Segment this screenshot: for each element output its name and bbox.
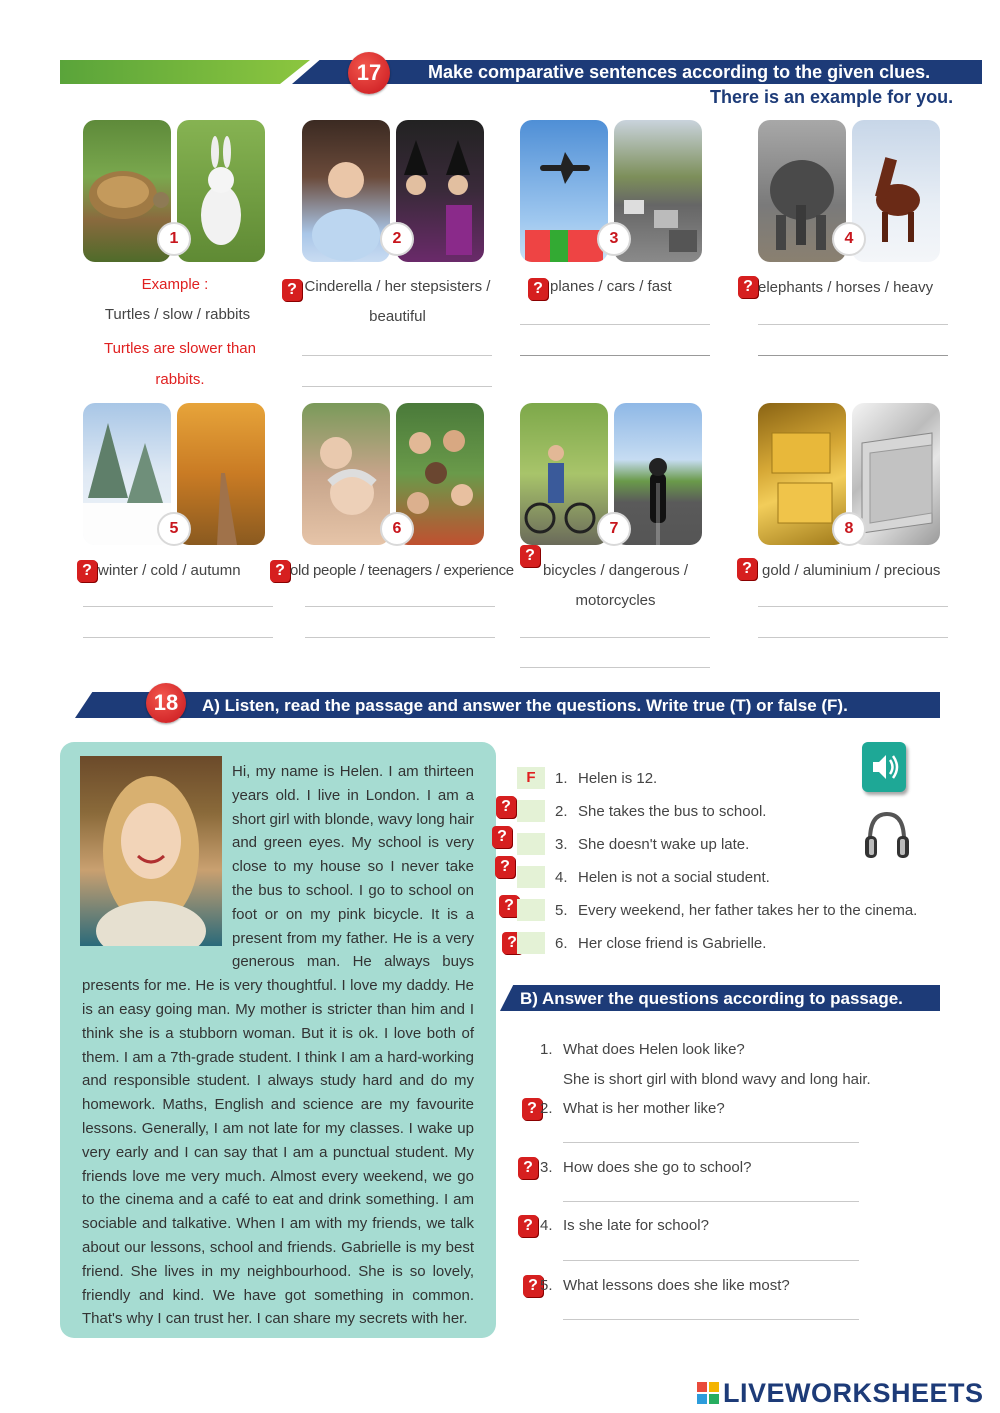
item-number-3: 3 <box>597 222 631 256</box>
question-number: 1. <box>540 1041 553 1058</box>
item-number-2: 2 <box>380 222 414 256</box>
plane-photo <box>520 120 608 262</box>
item-number-1: 1 <box>157 222 191 256</box>
clue-4: elephants / horses / heavy <box>758 279 934 296</box>
question-icon[interactable]: ? <box>492 826 512 848</box>
clue-6: old people / teenagers / experience <box>290 562 514 579</box>
answer-line[interactable] <box>563 1260 859 1261</box>
question-text: What lessons does she like most? <box>563 1277 790 1294</box>
question-icon[interactable]: ? <box>270 560 290 582</box>
tf-answer-box-4[interactable] <box>517 866 545 888</box>
bicycles-photo <box>520 403 608 545</box>
statement-number: 1. <box>555 770 568 787</box>
tf-answer-box-6[interactable] <box>517 932 545 954</box>
reading-passage <box>82 760 474 1331</box>
question-number: 2. <box>540 1100 553 1117</box>
question-icon[interactable]: ? <box>518 1157 538 1179</box>
question-number: 5. <box>540 1277 553 1294</box>
question-icon[interactable]: ? <box>518 1215 538 1237</box>
liveworksheets-logo[interactable]: LIVEWORKSHEETS <box>723 1378 984 1408</box>
question-number: 4. <box>540 1217 553 1234</box>
part-a-title: A) Listen, read the passage and answer the questions. Write true (T) or false (F). <box>202 696 848 715</box>
question-icon[interactable]: ? <box>520 545 540 567</box>
answer-line-2a[interactable] <box>302 355 492 356</box>
example-answer: Turtles are slower than rabbits. <box>103 340 256 388</box>
answer-line[interactable] <box>563 1201 859 1202</box>
question-icon[interactable]: ? <box>282 279 302 301</box>
clue-2: Cinderella / her stepsisters / beautiful <box>304 278 491 325</box>
question-text: What does Helen look like? <box>563 1041 745 1058</box>
tf-answer-box-5[interactable] <box>517 899 545 921</box>
answer-line-3a[interactable] <box>520 324 710 325</box>
exercise-subtitle: There is an example for you. <box>710 87 954 107</box>
item-number-5: 5 <box>157 512 191 546</box>
liveworksheets-logo-icon <box>697 1382 719 1404</box>
question-icon[interactable]: ? <box>523 1275 543 1297</box>
answer-line-4b[interactable] <box>758 355 948 356</box>
question-icon[interactable]: ? <box>502 932 522 954</box>
answer-line-6a[interactable] <box>305 606 495 607</box>
part-b-title: B) Answer the questions according to passage. <box>520 989 903 1008</box>
exercise-title: Make comparative sentences according to the given clues. <box>428 62 931 82</box>
example-clue: Turtles / slow / rabbits <box>104 306 251 323</box>
question-text: Is she late for school? <box>563 1217 709 1234</box>
answer-line-4a[interactable] <box>758 324 948 325</box>
answer-line-2b[interactable] <box>302 386 492 387</box>
clue-8: gold / aluminium / precious <box>762 562 941 579</box>
question-text: How does she go to school? <box>563 1159 752 1176</box>
answer-line-7a[interactable] <box>520 637 710 638</box>
exercise-number: 17 <box>356 60 382 85</box>
clue-7: bicycles / dangerous / motorcycles <box>542 562 689 609</box>
question-icon[interactable]: ? <box>528 278 548 300</box>
statement-text: Every weekend, her father takes her to the cinema. <box>578 902 918 919</box>
question-icon[interactable]: ? <box>499 895 519 917</box>
passage-text: Hi, my name is Helen. I am thirteen years old. I live in London. I am a short girl with blonde, wavy long hair and green eyes. My school is very close to my house so I never take the bus to school. I go to school on foot or on my pink bicycle. It is a present from my father. He is a very generous man. He always buys presents for me. He is very thoughtful. I love my daddy. He is an easy going man. My mother is stricter than him and I think she is a stubborn woman. But it is ok. I love both of them. I am a 7th-grade student. I think I am a hard-working and responsible student. I always study hard and do my homework. Maths, English and science are my favourite lessons. Generally, I am not late for my classes. I wake up very early and I can say that I am a punctual student. My friends love me very much. Almost every weekend, we go to the cinema and a café to eat and drink something. I am sociable and talkative. When I am with my friends, we talk about our lessons, school and friends. Gabrielle is my best friend. She lives in my neighbourhood. She is so lovely, friendly and kind. We have got something in common. That's why I can trust her. I can share my secrets with her. <box>82 763 474 1328</box>
audio-play-button[interactable] <box>862 742 906 792</box>
answer-line-6b[interactable] <box>305 637 495 638</box>
exercise-number: 18 <box>153 690 179 715</box>
question-text: What is her mother like? <box>563 1100 725 1117</box>
answer-line-7b[interactable] <box>520 667 710 668</box>
answer-line-5a[interactable] <box>83 606 273 607</box>
exercise-number-badge <box>348 52 390 94</box>
cinderella-photo <box>302 120 390 262</box>
item-number-7: 7 <box>597 512 631 546</box>
question-icon[interactable]: ? <box>77 560 97 582</box>
answer-line-3b[interactable] <box>520 355 710 356</box>
question-icon[interactable]: ? <box>495 856 515 878</box>
answer-line-8b[interactable] <box>758 637 948 638</box>
clue-5: winter / cold / autumn <box>98 562 241 579</box>
answer-line[interactable] <box>563 1319 859 1320</box>
statement-number: 4. <box>555 869 568 886</box>
clue-3: planes / cars / fast <box>550 278 672 295</box>
question-icon[interactable]: ? <box>496 796 516 818</box>
statement-text: She takes the bus to school. <box>578 803 767 820</box>
statement-text: Helen is 12. <box>578 770 658 787</box>
old-people-photo <box>302 403 390 545</box>
answer-line-5b[interactable] <box>83 637 273 638</box>
item-number-4: 4 <box>832 222 866 256</box>
question-icon[interactable]: ? <box>522 1098 542 1120</box>
question-icon[interactable]: ? <box>738 276 758 298</box>
exercise-number-badge <box>146 683 186 723</box>
question-icon[interactable]: ? <box>737 558 757 580</box>
item-number-8: 8 <box>832 512 866 546</box>
answer-line-8a[interactable] <box>758 606 948 607</box>
headphones-icon <box>862 808 912 862</box>
example-label: Example : <box>141 276 209 293</box>
item-number-6: 6 <box>380 512 414 546</box>
tf-answer-box-3[interactable] <box>517 833 545 855</box>
statement-number: 5. <box>555 902 568 919</box>
statement-number: 6. <box>555 935 568 952</box>
question-number: 3. <box>540 1159 553 1176</box>
answer-line[interactable] <box>563 1142 859 1143</box>
tf-answer-box-2[interactable] <box>517 800 545 822</box>
statement-number: 3. <box>555 836 568 853</box>
tf-answer-box-1[interactable]: F <box>517 767 545 789</box>
statement-text: She doesn't wake up late. <box>578 836 750 853</box>
question-answer: She is short girl with blond wavy and long hair. <box>563 1071 871 1088</box>
speaker-icon <box>862 742 906 792</box>
statement-number: 2. <box>555 803 568 820</box>
header-green-band <box>60 60 310 84</box>
statement-text: Her close friend is Gabrielle. <box>578 935 767 952</box>
statement-text: Helen is not a social student. <box>578 869 770 886</box>
